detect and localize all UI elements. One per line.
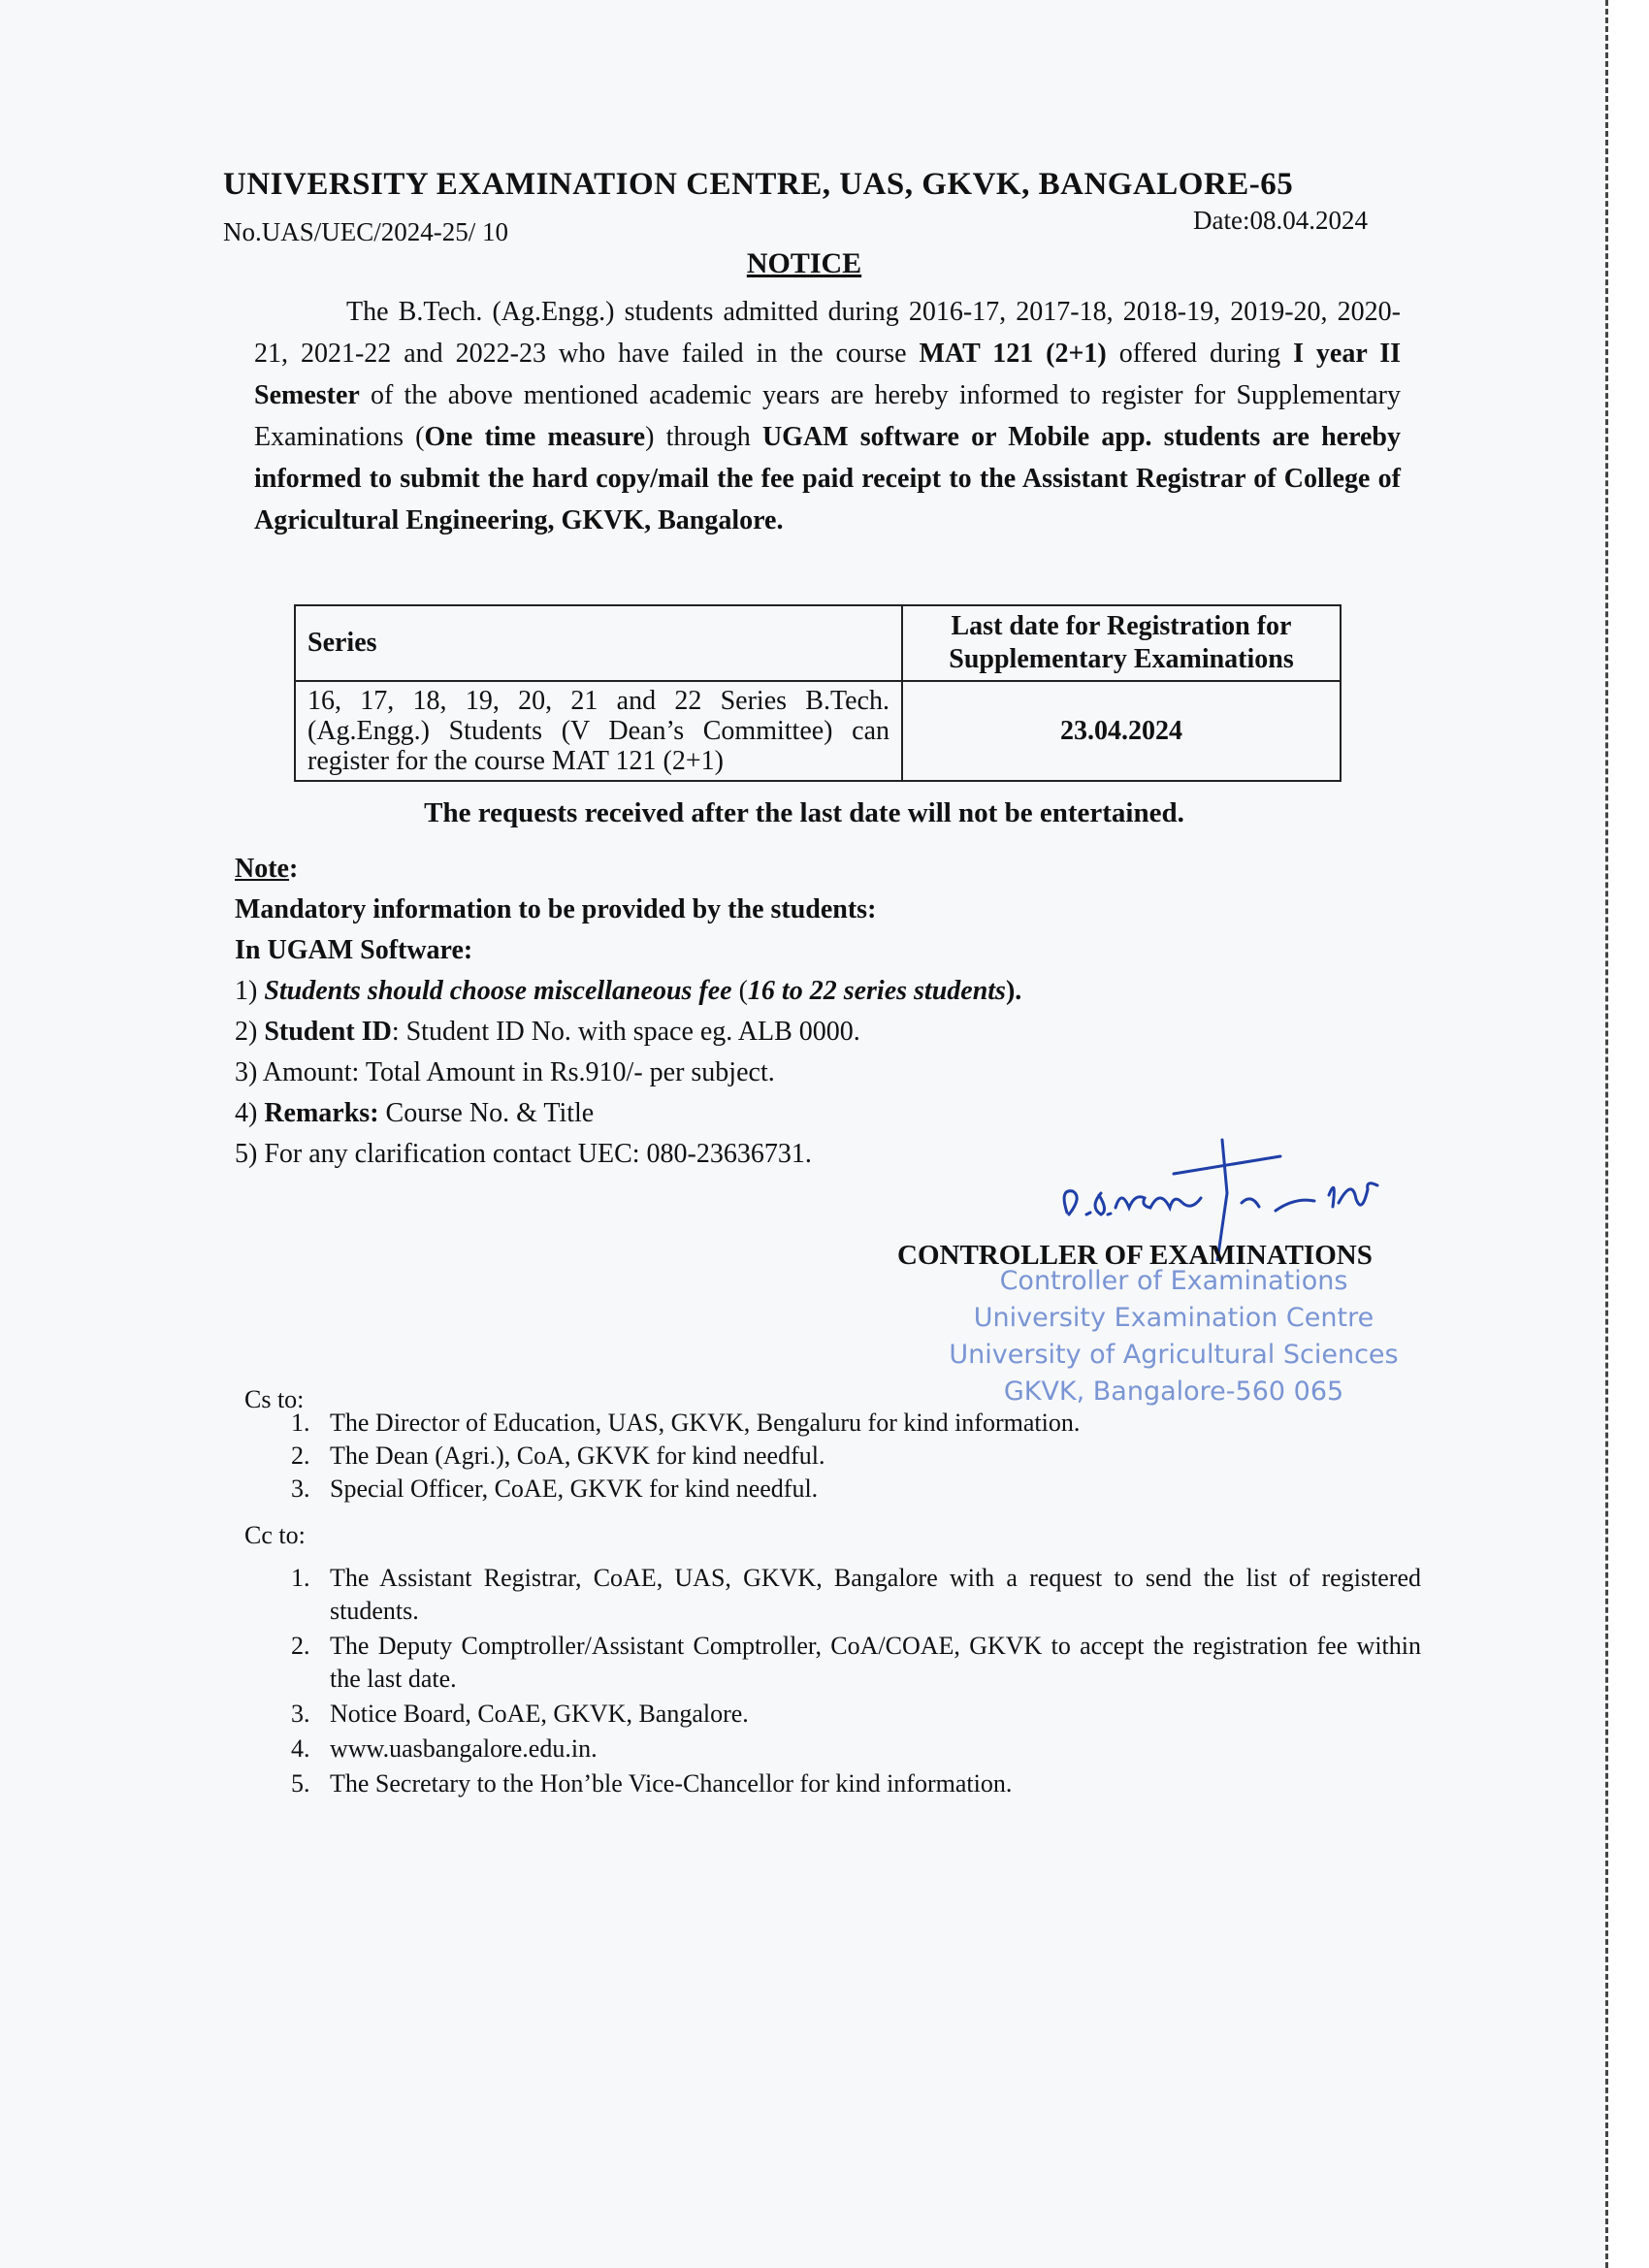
ugam-heading: In UGAM Software: xyxy=(235,935,473,965)
list-item: 3) Amount: Total Amount in Rs.910/- per subject. xyxy=(235,1057,775,1087)
note-label: Note xyxy=(235,854,289,884)
cc-label: Cc to: xyxy=(244,1521,306,1549)
step-text-emphasis: Students should choose miscellaneous fee xyxy=(264,976,732,1006)
stamp-line: Controller of Examinations xyxy=(999,1266,1348,1296)
step-text: Course No. & Title xyxy=(378,1098,595,1128)
notice-body xyxy=(254,291,1401,541)
course-code: MAT 121 (2+1) xyxy=(919,339,1107,369)
office-stamp xyxy=(931,1263,1416,1410)
item-text: The Secretary to the Hon’ble Vice-Chancellor for kind information. xyxy=(330,1769,1013,1798)
cs-label: Cs to: xyxy=(244,1385,305,1413)
body-bold-instructions: UGAM software or Mobile app. students are hereby informed to submit the hard copy/mail the fee paid receipt to the Assistant Registrar of College of Agricultural Engineering, GKVK, Bangalore. xyxy=(254,422,1401,535)
step-text: : Student ID No. with space eg. ALB 0000. xyxy=(391,1017,860,1047)
note-section xyxy=(235,849,1021,1175)
item-number: 2. xyxy=(291,1442,310,1470)
body-text-3: of the above mentioned academic years are hereby informed to register for Supplementary Examinations ( xyxy=(254,380,1401,452)
cell-last-date: 23.04.2024 xyxy=(902,681,1341,781)
step-text-emphasis: 16 to 22 series students xyxy=(747,976,1006,1006)
reference-number: No.UAS/UEC/2024-25/ 10 xyxy=(223,217,509,246)
scan-edge xyxy=(1605,0,1649,2268)
list-item xyxy=(291,1698,1421,1731)
step-text: ). xyxy=(1005,976,1022,1006)
semester: I year II Semester xyxy=(254,339,1402,410)
step-number: 2) xyxy=(235,1017,258,1047)
item-number: 4. xyxy=(291,1734,310,1763)
item-text: Special Officer, CoAE, GKVK for kind needful. xyxy=(330,1474,819,1503)
item-text: www.uasbangalore.edu.in. xyxy=(330,1734,598,1763)
item-text: The Director of Education, UAS, GKVK, Bengaluru for kind information. xyxy=(330,1409,1081,1437)
column-header-last-date: Last date for Registration for Supplementary Examinations xyxy=(902,605,1341,681)
list-item xyxy=(291,1440,1416,1473)
step-number: 1) xyxy=(235,976,258,1006)
list-item xyxy=(291,1407,1416,1440)
mandatory-info-heading: Mandatory information to be provided by the students: xyxy=(235,894,877,924)
notice-title: NOTICE xyxy=(746,247,862,279)
item-number: 5. xyxy=(291,1769,310,1798)
item-text: The Dean (Agri.), CoA, GKVK for kind needful. xyxy=(330,1442,825,1470)
list-item xyxy=(291,1630,1421,1696)
item-text: The Assistant Registrar, CoAE, UAS, GKVK, Bangalore with a request to send the list of registered students. xyxy=(330,1564,1421,1625)
note-heading xyxy=(235,849,1021,890)
list-item xyxy=(235,971,1021,1012)
step-text-emphasis: Student ID xyxy=(264,1017,392,1047)
step-text: ( xyxy=(731,976,748,1006)
item-number: 1. xyxy=(291,1409,310,1437)
list-item xyxy=(291,1473,1416,1506)
notice-date: Date:08.04.2024 xyxy=(1193,206,1368,235)
institution-heading: UNIVERSITY EXAMINATION CENTRE, UAS, GKVK, BANGALORE-65 xyxy=(223,167,1294,202)
signatory-title: CONTROLLER OF EXAMINATIONS xyxy=(897,1240,1373,1271)
table-header-row xyxy=(295,605,1341,681)
stamp-line: GKVK, Bangalore-560 065 xyxy=(1003,1377,1344,1407)
stamp-line: University of Agricultural Sciences xyxy=(949,1340,1399,1370)
item-text: The Deputy Comptroller/Assistant Comptroller, CoA/COAE, GKVK to accept the registration fee within the last date. xyxy=(330,1632,1421,1693)
step-text-emphasis: Remarks: xyxy=(264,1098,379,1128)
body-text-2: offered during xyxy=(1106,339,1294,369)
item-text: Notice Board, CoAE, GKVK, Bangalore. xyxy=(330,1700,749,1728)
item-number: 3. xyxy=(291,1700,310,1728)
list-item xyxy=(291,1733,1421,1766)
ugam-steps xyxy=(235,971,1021,1175)
list-item xyxy=(235,1012,1021,1053)
registration-table xyxy=(294,604,1342,782)
cell-series: 16, 17, 18, 19, 20, 21 and 22 Series B.Tech. (Ag.Engg.) Students (V Dean’s Committee) can register for the course MAT 121 (2+1) xyxy=(295,681,902,781)
table-row xyxy=(295,681,1341,781)
list-item xyxy=(235,1093,1021,1134)
list-item: 5) For any clarification contact UEC: 080-23636731. xyxy=(235,1139,812,1169)
stamp-line: University Examination Centre xyxy=(973,1303,1374,1333)
one-time-measure: One time measure xyxy=(424,422,646,452)
note-colon: : xyxy=(288,854,299,884)
list-item xyxy=(291,1562,1421,1628)
cc-list xyxy=(291,1562,1421,1802)
step-number: 4) xyxy=(235,1098,258,1128)
late-requests-note: The requests received after the last date will not be entertained. xyxy=(424,797,1184,828)
item-number: 1. xyxy=(291,1564,310,1592)
item-number: 2. xyxy=(291,1632,310,1660)
list-item xyxy=(291,1767,1421,1800)
cs-list xyxy=(291,1407,1416,1506)
column-header-series: Series xyxy=(295,605,902,681)
body-text-1: The B.Tech. (Ag.Engg.) students admitted during 2016-17, 2017-18, 2018-19, 2019-20, 2020-21, 2021-22 and 2022-23 who have failed in the course xyxy=(254,297,1401,369)
item-number: 3. xyxy=(291,1474,310,1503)
body-text-4: ) through xyxy=(645,422,762,452)
